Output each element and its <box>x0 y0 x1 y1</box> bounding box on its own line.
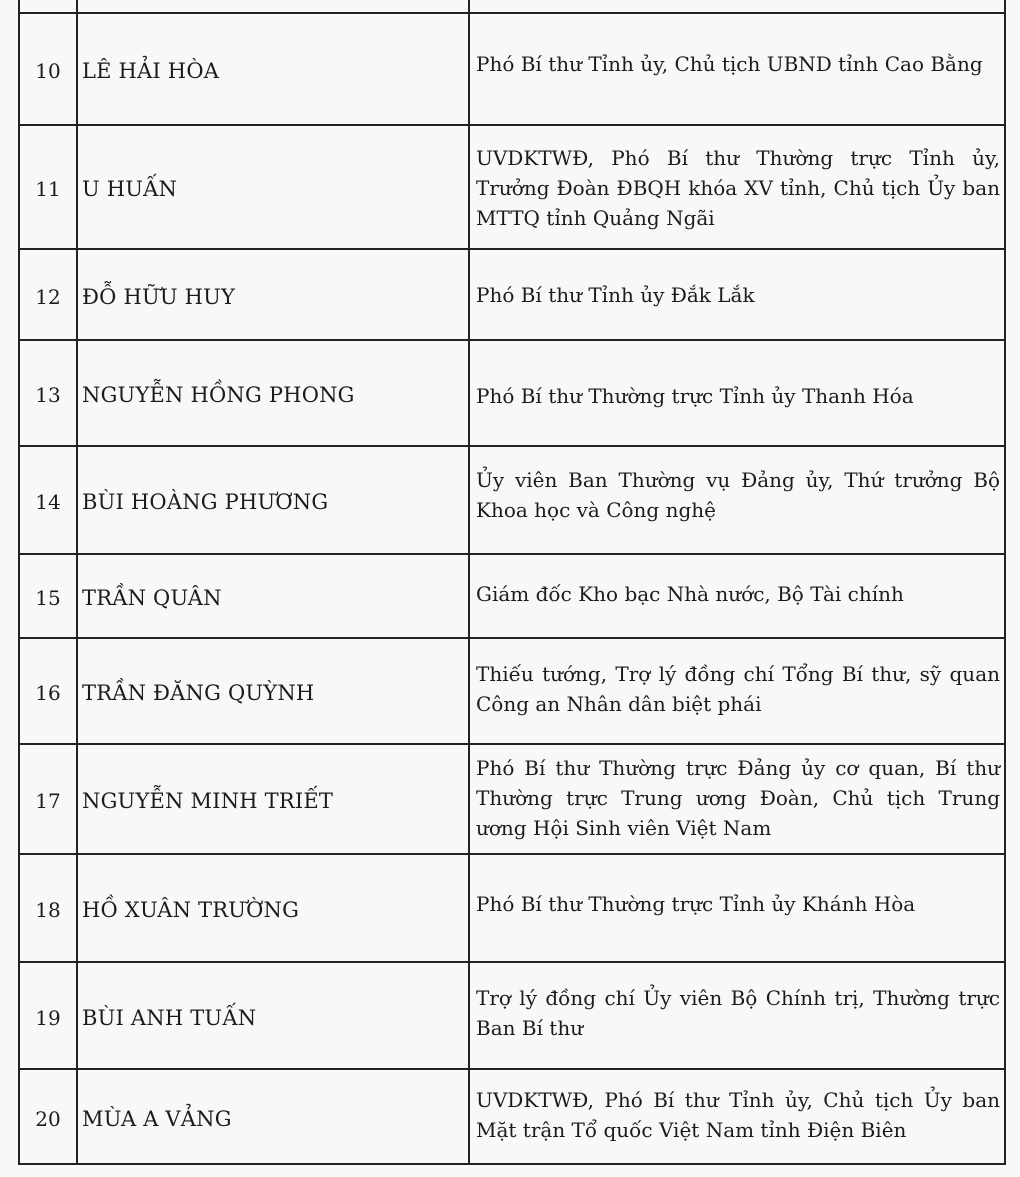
row-position <box>470 745 1004 853</box>
row-position-text: Ủy viên Ban Thường vụ Đảng ủy, Thứ trưởng Bộ Khoa học và Công nghệ <box>476 468 1000 522</box>
table-row-top-stub <box>20 0 1004 14</box>
row-position <box>470 1070 1004 1163</box>
row-name: NGUYỄN MINH TRIẾT <box>78 745 470 853</box>
row-number: 20 <box>20 1070 78 1163</box>
table-row <box>20 963 1004 1070</box>
row-position <box>470 447 1004 553</box>
row-name: TRẦN QUÂN <box>78 555 470 637</box>
row-number: 10 <box>20 14 78 124</box>
row-position <box>470 963 1004 1068</box>
top-stub-position-cell <box>470 0 1004 12</box>
row-number: 15 <box>20 555 78 637</box>
row-name: BÙI ANH TUẤN <box>78 963 470 1068</box>
row-name: LÊ HẢI HÒA <box>78 14 470 124</box>
row-name: ĐỖ HỮU HUY <box>78 250 470 339</box>
row-number: 12 <box>20 250 78 339</box>
row-position <box>470 126 1004 248</box>
table-row <box>20 555 1004 639</box>
row-number: 14 <box>20 447 78 553</box>
row-position-text: UVDKTWĐ, Phó Bí thư Tỉnh ủy, Chủ tịch Ủy ban Mặt trận Tổ quốc Việt Nam tỉnh Điện Biên <box>476 1088 1000 1142</box>
row-name: BÙI HOÀNG PHƯƠNG <box>78 447 470 553</box>
row-name: NGUYỄN HỒNG PHONG <box>78 341 470 445</box>
row-position-text: Phó Bí thư Tỉnh ủy Đắk Lắk <box>476 283 755 307</box>
row-position-text: Phó Bí thư Thường trực Tỉnh ủy Thanh Hóa <box>476 384 914 408</box>
personnel-table <box>18 0 1006 1165</box>
row-name: TRẦN ĐĂNG QUỲNH <box>78 639 470 743</box>
table-row <box>20 126 1004 250</box>
row-position <box>470 855 1004 961</box>
row-position-text: UVDKTWĐ, Phó Bí thư Thường trực Tỉnh ủy, Trưởng Đoàn ĐBQH khóa XV tỉnh, Chủ tịch Ủy ban MTTQ tỉnh Quảng Ngãi <box>476 146 1000 230</box>
row-position-text: Giám đốc Kho bạc Nhà nước, Bộ Tài chính <box>476 582 904 606</box>
row-name: MÙA A VẢNG <box>78 1070 470 1163</box>
row-position <box>470 639 1004 743</box>
row-number: 11 <box>20 126 78 248</box>
row-position-text: Phó Bí thư Thường trực Tỉnh ủy Khánh Hòa <box>476 892 916 916</box>
row-number: 13 <box>20 341 78 445</box>
row-position-text: Trợ lý đồng chí Ủy viên Bộ Chính trị, Thường trực Ban Bí thư <box>476 986 1000 1040</box>
table-row <box>20 447 1004 555</box>
table-row <box>20 250 1004 341</box>
row-name: U HUẤN <box>78 126 470 248</box>
row-position <box>470 555 1004 637</box>
row-name: HỒ XUÂN TRƯỜNG <box>78 855 470 961</box>
row-number: 16 <box>20 639 78 743</box>
row-position <box>470 14 1004 124</box>
row-position <box>470 341 1004 445</box>
table-row <box>20 639 1004 745</box>
row-position-text: Thiếu tướng, Trợ lý đồng chí Tổng Bí thư, sỹ quan Công an Nhân dân biệt phái <box>476 662 1000 716</box>
top-stub-no-cell <box>20 0 78 12</box>
table-row <box>20 14 1004 126</box>
row-position <box>470 250 1004 339</box>
row-number: 19 <box>20 963 78 1068</box>
table-row <box>20 1070 1004 1165</box>
row-number: 17 <box>20 745 78 853</box>
table-row <box>20 745 1004 855</box>
row-position-text: Phó Bí thư Thường trực Đảng ủy cơ quan, Bí thư Thường trực Trung ương Đoàn, Chủ tịch Trung ương Hội Sinh viên Việt Nam <box>476 756 1000 840</box>
top-stub-name-cell <box>78 0 470 12</box>
table-row <box>20 855 1004 963</box>
row-number: 18 <box>20 855 78 961</box>
row-position-text: Phó Bí thư Tỉnh ủy, Chủ tịch UBND tỉnh Cao Bằng <box>476 52 983 76</box>
table-row <box>20 341 1004 447</box>
